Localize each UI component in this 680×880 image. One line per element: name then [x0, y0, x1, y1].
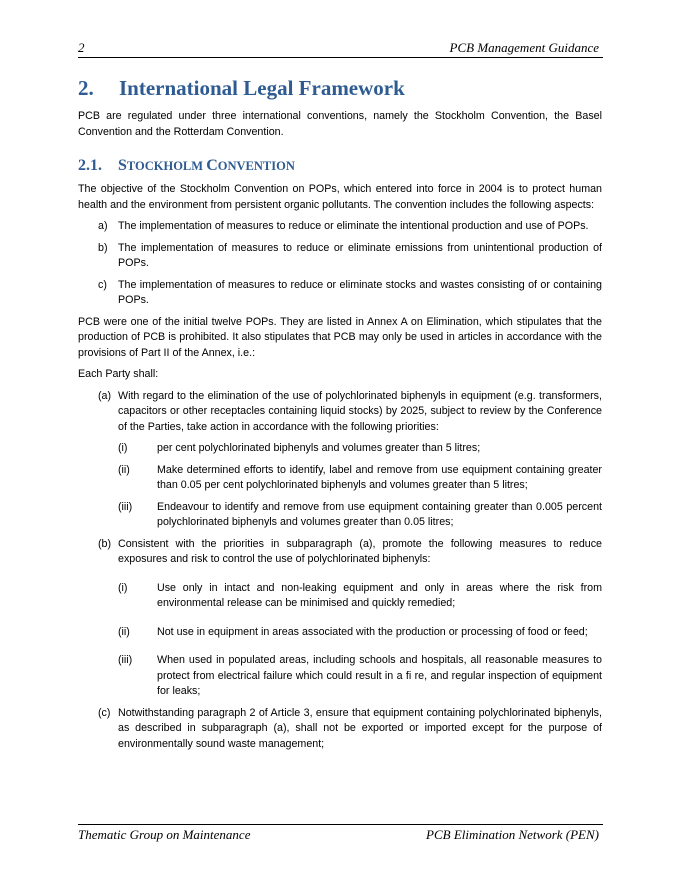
subsection-title-rest-2: ONVENTION: [217, 159, 295, 173]
list-marker: b): [98, 241, 108, 254]
sub-item-text: Endeavour to identify and remove from use equipment containing greater than 0.005 percent polychlorinated biphenyls and volumes greater than 0.05 litres;: [157, 500, 602, 528]
list-item: [78, 278, 602, 309]
provision-text: Notwithstanding paragraph 2 of Article 3, ensure that equipment containing polychlorinated biphenyls, as described in subparagraph (a), shall not be exported or imported except for the purpose of environmentally sound waste management;: [118, 706, 602, 750]
list-marker: a): [98, 220, 108, 232]
intro-paragraph: PCB are regulated under three international conventions, namely the Stockholm Convention, the Basel Convention and the Rotterdam Convention.: [78, 110, 602, 138]
sub-item: [78, 441, 602, 457]
section-number: 2.: [78, 76, 94, 100]
page-number: 2: [78, 40, 85, 55]
sub-item-marker: (iii): [118, 500, 133, 513]
sub-item: [78, 653, 602, 700]
provision-c: [78, 706, 602, 753]
section-heading: [78, 75, 602, 101]
sub-item: [78, 500, 602, 531]
provision-marker: (c): [98, 706, 111, 719]
sub-item-marker: (iii): [118, 654, 133, 666]
sub-item-marker: (ii): [118, 625, 130, 638]
sub-item-text: When used in populated areas, including schools and hospitals, all reasonable measures to protect from electrical failure which could result in a fi re, and regular inspection of equipment for leaks;: [157, 654, 602, 697]
list-item-text: The implementation of measures to reduce or eliminate stocks and wastes consisting of or containing POPs.: [118, 278, 602, 306]
footer-left: Thematic Group on Maintenance: [78, 827, 251, 842]
sub-item: [78, 581, 602, 612]
list-marker: c): [98, 278, 107, 291]
sub-item-marker: (ii): [118, 463, 130, 476]
running-title: PCB Management Guidance: [449, 40, 599, 55]
footer-right: PCB Elimination Network (PEN): [426, 827, 599, 842]
subsection-title-cap-2: C: [206, 157, 218, 174]
subsection-title-rest-1: TOCKHOLM: [126, 159, 207, 173]
provision-marker: (b): [98, 537, 112, 550]
sub-item: [78, 463, 602, 494]
list-item-text: The implementation of measures to reduce or eliminate emissions from unintentional production of POPs.: [118, 241, 602, 269]
provision-marker: (a): [98, 389, 112, 402]
provision-b: [78, 537, 602, 568]
objective-paragraph: The objective of the Stockholm Convention on POPs, which entered into force in 2004 is to protect human health and the environment from persistent organic pollutants. The convention includes the following aspects:: [78, 183, 602, 211]
sub-item-text: Not use in equipment in areas associated with the production or processing of food or feed;: [157, 625, 588, 638]
sub-item-text: Use only in intact and non-leaking equipment and only in areas where the risk from environmental release can be minimised and quickly remedied;: [157, 581, 602, 609]
sub-item-marker: (i): [118, 581, 128, 594]
sub-item-marker: (i): [118, 442, 128, 454]
list-item-text: The implementation of measures to reduce or eliminate the intentional production and use of POPs.: [118, 220, 589, 232]
sub-item-text: per cent polychlorinated biphenyls and volumes greater than 5 litres;: [157, 442, 481, 454]
page-body: [78, 75, 602, 758]
subsection-heading: [78, 156, 602, 176]
each-party-line: Each Party shall:: [78, 368, 159, 380]
page-footer: [78, 824, 603, 842]
subsection-title-cap-1: S: [118, 157, 127, 174]
list-item: [78, 219, 602, 235]
provision-text: With regard to the elimination of the use of polychlorinated biphenyls in equipment (e.g. transformers, capacitors or other receptacles containing liquid stocks) by 2025, subject to review by the Conference of the Parties, take action in accordance with the following priorities:: [118, 389, 602, 433]
provision-text: Consistent with the priorities in subparagraph (a), promote the following measures to reduce exposures and risk to control the use of polychlorinated biphenyls:: [118, 537, 602, 565]
sub-item: [78, 625, 602, 641]
list-item: [78, 241, 602, 272]
annex-paragraph: PCB were one of the initial twelve POPs. They are listed in Annex A on Elimination, which stipulates that the production of PCB is prohibited. It also stipulates that PCB may only be used in articles in accordance with the provisions of Part II of the Annex, i.e.:: [78, 315, 602, 359]
sub-item-text: Make determined efforts to identify, label and remove from use equipment containing greater than 0.05 per cent polychlorinated biphenyls and volumes greater than 5 litres;: [157, 463, 602, 491]
subsection-number: 2.1.: [78, 157, 102, 174]
provision-a: [78, 389, 602, 436]
page-header: [78, 39, 603, 58]
section-title: International Legal Framework: [119, 76, 405, 100]
